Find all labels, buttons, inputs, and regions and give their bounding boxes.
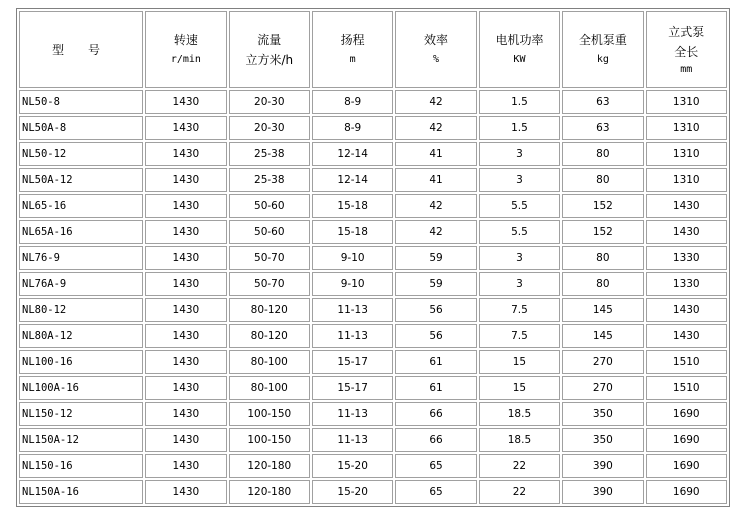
cell-flow: 20-30 [229, 116, 310, 140]
cell-length: 1310 [646, 168, 727, 192]
cell-flow: 80-100 [229, 350, 310, 374]
header-length-label2: 全长 [674, 44, 699, 59]
spec-table-container [16, 8, 730, 507]
header-flow-unit: 立方米/h [245, 52, 294, 67]
cell-model: NL50A-12 [19, 168, 143, 192]
cell-flow: 80-120 [229, 324, 310, 348]
cell-head: 15-18 [312, 194, 393, 218]
cell-head: 11-13 [312, 324, 393, 348]
table-row [19, 350, 727, 374]
cell-efficiency: 61 [395, 376, 476, 400]
cell-weight: 390 [562, 454, 643, 478]
cell-model: NL150-16 [19, 454, 143, 478]
header-speed-unit: r/min [170, 53, 201, 65]
cell-head: 11-13 [312, 298, 393, 322]
header-head-label: 扬程 [340, 32, 365, 47]
cell-length: 1690 [646, 480, 727, 504]
table-row [19, 220, 727, 244]
cell-length: 1310 [646, 142, 727, 166]
header-power [479, 11, 560, 88]
cell-flow: 50-60 [229, 220, 310, 244]
header-weight [562, 11, 643, 88]
header-length-label1: 立式泵 [668, 24, 705, 39]
cell-model: NL100A-16 [19, 376, 143, 400]
cell-length: 1430 [646, 220, 727, 244]
cell-power: 15 [479, 350, 560, 374]
cell-speed: 1430 [145, 194, 226, 218]
cell-speed: 1430 [145, 324, 226, 348]
cell-speed: 1430 [145, 350, 226, 374]
cell-flow: 25-38 [229, 168, 310, 192]
cell-power: 3 [479, 142, 560, 166]
cell-power: 22 [479, 480, 560, 504]
header-efficiency [395, 11, 476, 88]
table-row [19, 246, 727, 270]
cell-power: 5.5 [479, 220, 560, 244]
header-speed [145, 11, 226, 88]
cell-efficiency: 56 [395, 324, 476, 348]
cell-efficiency: 61 [395, 350, 476, 374]
pump-spec-table [16, 8, 730, 507]
cell-flow: 100-150 [229, 428, 310, 452]
cell-head: 15-17 [312, 350, 393, 374]
cell-head: 8-9 [312, 116, 393, 140]
header-row [19, 11, 727, 88]
cell-weight: 80 [562, 246, 643, 270]
header-model [19, 11, 143, 88]
header-flow [229, 11, 310, 88]
cell-flow: 100-150 [229, 402, 310, 426]
cell-speed: 1430 [145, 246, 226, 270]
cell-model: NL76A-9 [19, 272, 143, 296]
cell-length: 1330 [646, 246, 727, 270]
table-row [19, 272, 727, 296]
header-speed-label: 转速 [173, 32, 198, 47]
cell-head: 15-20 [312, 454, 393, 478]
cell-efficiency: 42 [395, 90, 476, 114]
cell-speed: 1430 [145, 142, 226, 166]
cell-speed: 1430 [145, 480, 226, 504]
cell-power: 7.5 [479, 324, 560, 348]
cell-length: 1690 [646, 454, 727, 478]
header-model-label: 型 号 [52, 43, 110, 57]
table-row [19, 428, 727, 452]
cell-head: 9-10 [312, 272, 393, 296]
cell-weight: 270 [562, 376, 643, 400]
cell-model: NL100-16 [19, 350, 143, 374]
cell-flow: 25-38 [229, 142, 310, 166]
cell-length: 1510 [646, 376, 727, 400]
cell-power: 18.5 [479, 428, 560, 452]
table-row [19, 90, 727, 114]
cell-weight: 350 [562, 402, 643, 426]
cell-power: 1.5 [479, 90, 560, 114]
cell-flow: 50-70 [229, 246, 310, 270]
cell-model: NL80-12 [19, 298, 143, 322]
cell-weight: 270 [562, 350, 643, 374]
cell-power: 7.5 [479, 298, 560, 322]
cell-flow: 20-30 [229, 90, 310, 114]
cell-model: NL50-8 [19, 90, 143, 114]
cell-efficiency: 41 [395, 142, 476, 166]
cell-efficiency: 41 [395, 168, 476, 192]
cell-head: 15-17 [312, 376, 393, 400]
cell-speed: 1430 [145, 428, 226, 452]
cell-head: 11-13 [312, 428, 393, 452]
cell-efficiency: 42 [395, 194, 476, 218]
cell-power: 3 [479, 168, 560, 192]
cell-model: NL150A-16 [19, 480, 143, 504]
header-efficiency-unit: % [433, 53, 440, 65]
table-row [19, 142, 727, 166]
cell-length: 1690 [646, 428, 727, 452]
table-row [19, 194, 727, 218]
table-row [19, 454, 727, 478]
cell-weight: 145 [562, 324, 643, 348]
cell-speed: 1430 [145, 116, 226, 140]
cell-head: 11-13 [312, 402, 393, 426]
cell-model: NL76-9 [19, 246, 143, 270]
cell-model: NL50-12 [19, 142, 143, 166]
cell-efficiency: 56 [395, 298, 476, 322]
cell-head: 12-14 [312, 168, 393, 192]
cell-length: 1310 [646, 116, 727, 140]
cell-speed: 1430 [145, 402, 226, 426]
table-row [19, 116, 727, 140]
cell-length: 1430 [646, 298, 727, 322]
cell-efficiency: 42 [395, 116, 476, 140]
cell-model: NL150-12 [19, 402, 143, 426]
table-row [19, 402, 727, 426]
cell-flow: 80-100 [229, 376, 310, 400]
cell-length: 1430 [646, 324, 727, 348]
cell-flow: 50-60 [229, 194, 310, 218]
cell-weight: 152 [562, 194, 643, 218]
cell-model: NL150A-12 [19, 428, 143, 452]
cell-weight: 80 [562, 168, 643, 192]
cell-weight: 63 [562, 116, 643, 140]
cell-length: 1510 [646, 350, 727, 374]
table-row [19, 168, 727, 192]
cell-efficiency: 66 [395, 402, 476, 426]
cell-efficiency: 66 [395, 428, 476, 452]
cell-head: 8-9 [312, 90, 393, 114]
cell-power: 3 [479, 246, 560, 270]
cell-head: 15-18 [312, 220, 393, 244]
cell-length: 1690 [646, 402, 727, 426]
header-head-unit: m [349, 53, 356, 65]
cell-speed: 1430 [145, 90, 226, 114]
cell-length: 1430 [646, 194, 727, 218]
header-weight-unit: kg [596, 53, 609, 65]
cell-head: 15-20 [312, 480, 393, 504]
header-head [312, 11, 393, 88]
table-row [19, 298, 727, 322]
header-flow-label: 流量 [257, 32, 282, 47]
cell-flow: 120-180 [229, 454, 310, 478]
cell-weight: 145 [562, 298, 643, 322]
cell-length: 1330 [646, 272, 727, 296]
header-efficiency-label: 效率 [424, 32, 449, 47]
table-row [19, 480, 727, 504]
table-row [19, 376, 727, 400]
header-power-label: 电机功率 [495, 32, 544, 47]
cell-speed: 1430 [145, 376, 226, 400]
cell-flow: 120-180 [229, 480, 310, 504]
cell-weight: 350 [562, 428, 643, 452]
cell-power: 1.5 [479, 116, 560, 140]
cell-efficiency: 42 [395, 220, 476, 244]
cell-model: NL80A-12 [19, 324, 143, 348]
cell-weight: 152 [562, 220, 643, 244]
cell-weight: 80 [562, 272, 643, 296]
cell-speed: 1430 [145, 298, 226, 322]
cell-power: 18.5 [479, 402, 560, 426]
header-length [646, 11, 727, 88]
cell-power: 15 [479, 376, 560, 400]
cell-efficiency: 59 [395, 246, 476, 270]
cell-flow: 80-120 [229, 298, 310, 322]
cell-power: 3 [479, 272, 560, 296]
cell-model: NL65A-16 [19, 220, 143, 244]
cell-head: 12-14 [312, 142, 393, 166]
cell-length: 1310 [646, 90, 727, 114]
cell-weight: 63 [562, 90, 643, 114]
cell-head: 9-10 [312, 246, 393, 270]
cell-efficiency: 65 [395, 454, 476, 478]
cell-speed: 1430 [145, 220, 226, 244]
cell-model: NL50A-8 [19, 116, 143, 140]
header-power-unit: KW [513, 53, 526, 65]
cell-speed: 1430 [145, 168, 226, 192]
cell-power: 22 [479, 454, 560, 478]
header-length-unit: mm [680, 63, 693, 75]
cell-flow: 50-70 [229, 272, 310, 296]
table-row [19, 324, 727, 348]
cell-efficiency: 59 [395, 272, 476, 296]
cell-power: 5.5 [479, 194, 560, 218]
cell-speed: 1430 [145, 272, 226, 296]
cell-speed: 1430 [145, 454, 226, 478]
cell-weight: 390 [562, 480, 643, 504]
cell-efficiency: 65 [395, 480, 476, 504]
cell-weight: 80 [562, 142, 643, 166]
header-weight-label: 全机泵重 [578, 32, 627, 47]
cell-model: NL65-16 [19, 194, 143, 218]
